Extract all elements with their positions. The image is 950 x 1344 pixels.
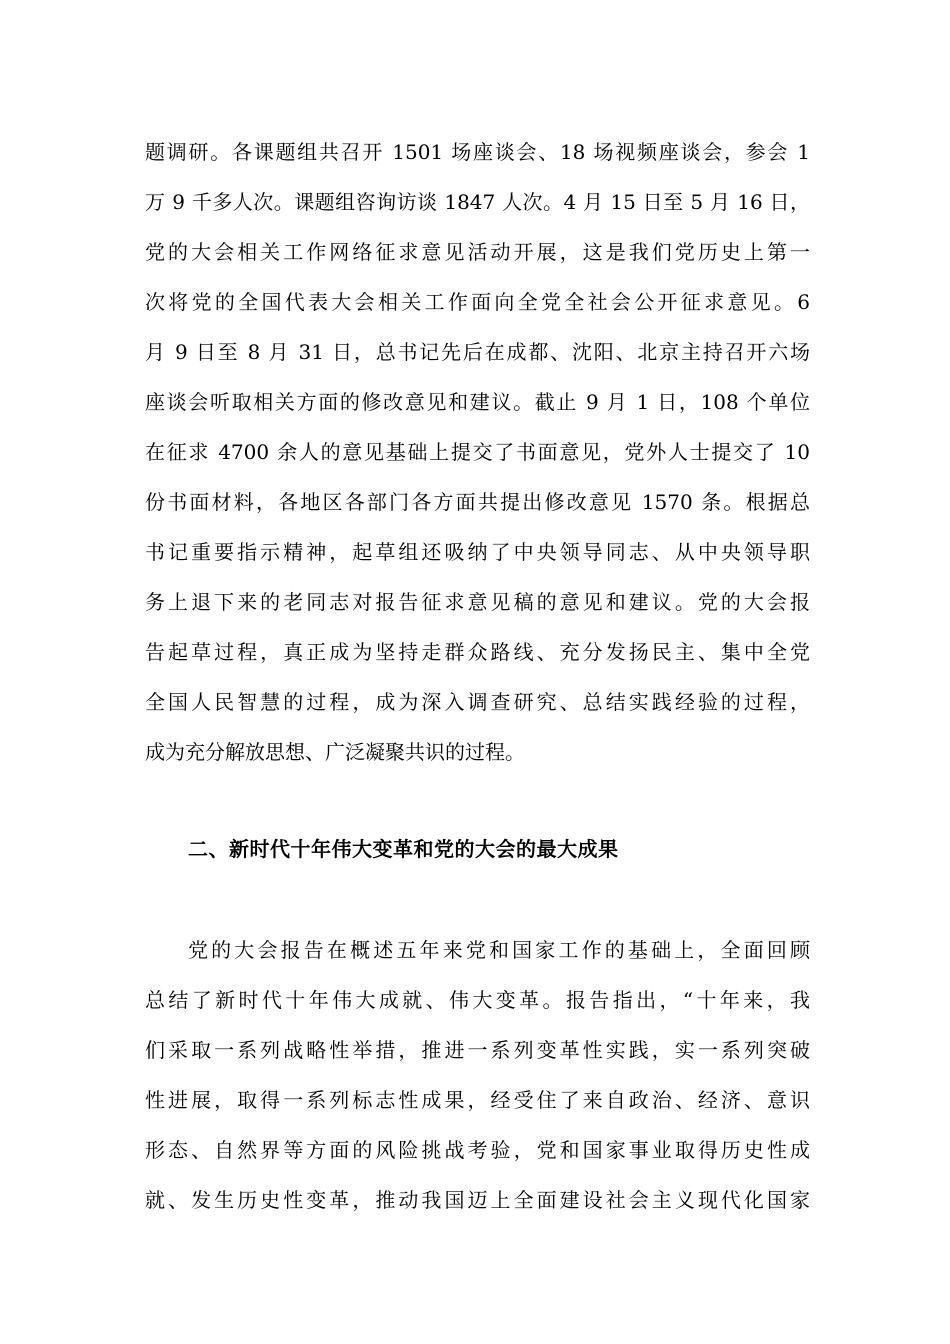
paragraph-2-line: 总结了新时代十年伟大成就、伟大变革。报告指出，“十年来，我 bbox=[145, 988, 810, 1012]
paragraph-1-line: 全国人民智慧的过程，成为深入调查研究、总结实践经验的过程， bbox=[145, 690, 810, 714]
paragraph-2-line: 党的大会报告在概述五年来党和国家工作的基础上，全面回顾 bbox=[188, 938, 810, 962]
paragraph-1-line: 在征求 4700 余人的意见基础上提交了书面意见，党外人士提交了 10 bbox=[145, 440, 810, 464]
section-heading: 二、新时代十年伟大变革和党的大会的最大成果 bbox=[188, 837, 619, 861]
paragraph-1-line: 份书面材料，各地区各部门各方面共提出修改意见 1570 条。根据总 bbox=[145, 490, 810, 514]
paragraph-2-line: 们采取一系列战略性举措，推进一系列变革性实践，实一系列突破 bbox=[145, 1038, 810, 1062]
paragraph-1-line: 题调研。各课题组共召开 1501 场座谈会、18 场视频座谈会，参会 1 bbox=[145, 140, 810, 164]
paragraph-1-line: 告起草过程，真正成为坚持走群众路线、充分发扬民主、集中全党 bbox=[145, 640, 810, 664]
paragraph-1-line: 成为充分解放思想、广泛凝聚共识的过程。 bbox=[145, 740, 525, 764]
paragraph-1-line: 座谈会听取相关方面的修改意见和建议。截止 9 月 1 日，108 个单位 bbox=[145, 390, 810, 414]
paragraph-1-line: 书记重要指示精神，起草组还吸纳了中央领导同志、从中央领导职 bbox=[145, 540, 810, 564]
paragraph-2-line: 就、发生历史性变革，推动我国迈上全面建设社会主义现代化国家 bbox=[145, 1188, 810, 1212]
paragraph-2-line: 性进展，取得一系列标志性成果，经受住了来自政治、经济、意识 bbox=[145, 1088, 810, 1112]
paragraph-1-line: 月 9 日至 8 月 31 日，总书记先后在成都、沈阳、北京主持召开六场 bbox=[145, 340, 810, 364]
paragraph-1-line: 务上退下来的老同志对报告征求意见稿的意见和建议。党的大会报 bbox=[145, 590, 810, 614]
paragraph-1-line: 次将党的全国代表大会相关工作面向全党全社会公开征求意见。6 bbox=[145, 290, 810, 314]
paragraph-1-line: 党的大会相关工作网络征求意见活动开展，这是我们党历史上第一 bbox=[145, 240, 810, 264]
paragraph-2-line: 形态、自然界等方面的风险挑战考验，党和国家事业取得历史性成 bbox=[145, 1138, 810, 1162]
paragraph-1-line: 万 9 千多人次。课题组咨询访谈 1847 人次。4 月 15 日至 5 月 16 日， bbox=[145, 190, 810, 214]
